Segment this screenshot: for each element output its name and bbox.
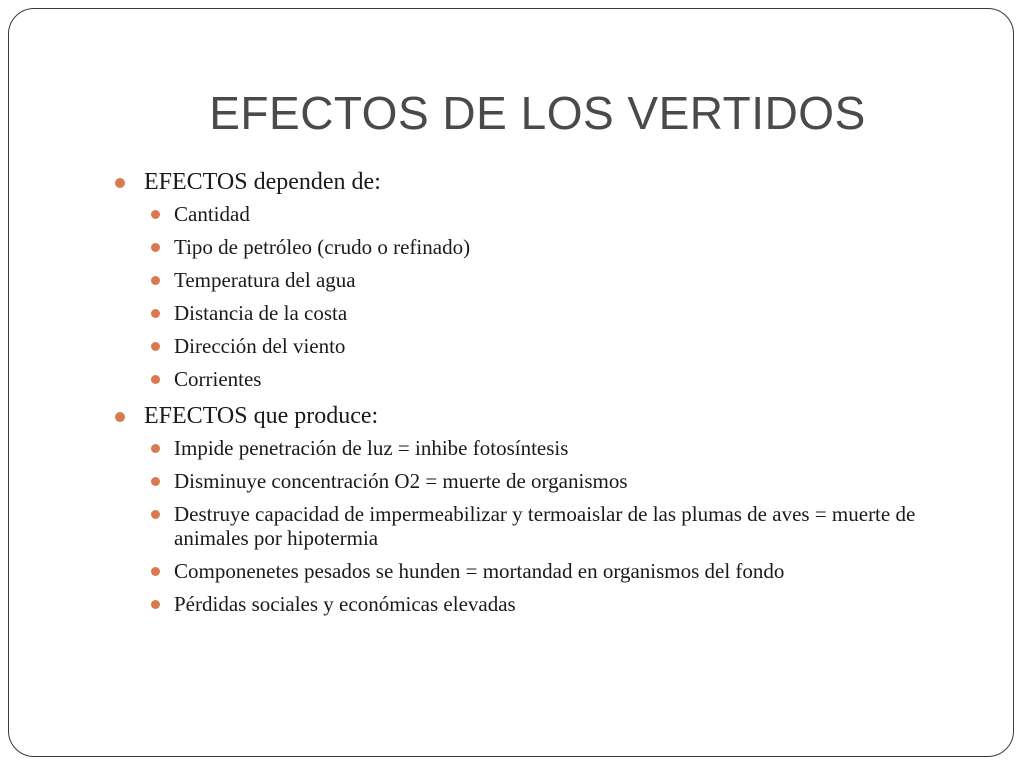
section-heading: EFECTOS que produce: bbox=[144, 403, 379, 429]
bullet-icon bbox=[151, 444, 160, 453]
list-item bbox=[144, 235, 962, 259]
bullet-icon bbox=[151, 375, 160, 384]
sub-list-produce bbox=[144, 436, 962, 616]
bullet-icon bbox=[151, 567, 160, 576]
slide-title: EFECTOS DE LOS VERTIDOS bbox=[209, 87, 866, 139]
list-item bbox=[144, 592, 962, 616]
bullet-icon bbox=[151, 276, 160, 285]
list-item-text: Cantidad bbox=[174, 202, 250, 226]
list-item-text: Dirección del viento bbox=[174, 334, 346, 358]
list-item bbox=[144, 559, 962, 583]
section-produce bbox=[112, 400, 962, 616]
list-item-text: Temperatura del agua bbox=[174, 268, 356, 292]
bullet-icon bbox=[151, 600, 160, 609]
list-item-text: Pérdidas sociales y económicas elevadas bbox=[174, 592, 516, 616]
section-heading: EFECTOS dependen de: bbox=[144, 169, 381, 195]
bullet-icon bbox=[151, 243, 160, 252]
slide-content bbox=[112, 164, 962, 625]
bullet-icon bbox=[151, 342, 160, 351]
list-item bbox=[144, 202, 962, 226]
list-item-text: Disminuye concentración O2 = muerte de organismos bbox=[174, 469, 628, 493]
list-item-text: Componenetes pesados se hunden = mortandad en organismos del fondo bbox=[174, 559, 785, 583]
section-dependen bbox=[112, 166, 962, 391]
bullet-icon bbox=[151, 309, 160, 318]
bullet-list bbox=[112, 166, 962, 616]
list-item-text: Corrientes bbox=[174, 367, 262, 391]
sub-list-dependen bbox=[144, 202, 962, 391]
list-item bbox=[144, 469, 962, 493]
bullet-icon bbox=[115, 412, 125, 422]
bullet-icon bbox=[151, 210, 160, 219]
list-item-text: Distancia de la costa bbox=[174, 301, 348, 325]
list-item-text: Tipo de petróleo (crudo o refinado) bbox=[174, 235, 471, 259]
bullet-icon bbox=[115, 178, 125, 188]
list-item bbox=[144, 367, 962, 391]
list-item bbox=[144, 502, 962, 550]
bullet-icon bbox=[151, 510, 160, 519]
list-item-text: Impide penetración de luz = inhibe fotosíntesis bbox=[174, 436, 569, 460]
list-item-text: Destruye capacidad de impermeabilizar y termoaislar de las plumas de aves = muerte de animales por hipotermia bbox=[174, 502, 916, 550]
bullet-icon bbox=[151, 477, 160, 486]
list-item bbox=[144, 436, 962, 460]
list-item bbox=[144, 334, 962, 358]
list-item bbox=[144, 301, 962, 325]
list-item bbox=[144, 268, 962, 292]
